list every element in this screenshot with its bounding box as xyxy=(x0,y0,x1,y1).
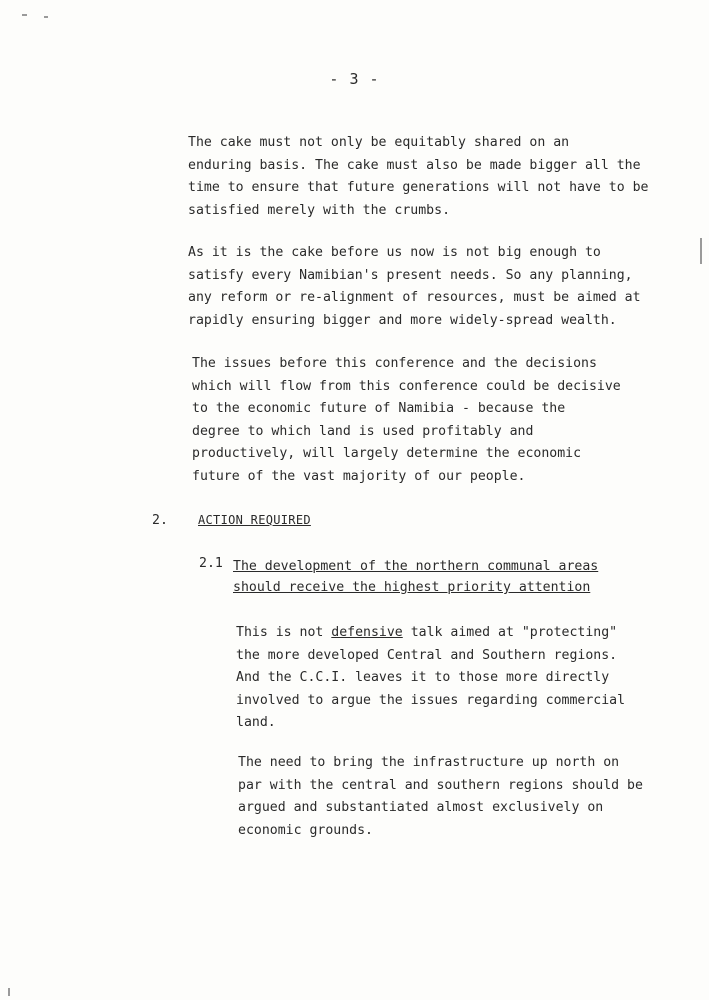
text-line: And the C.C.I. leaves it to those more directly xyxy=(236,670,610,686)
page-number: - 3 - xyxy=(329,70,380,88)
section-number: 2. xyxy=(152,513,168,528)
text-line: satisfy every Namibian's present needs. So any planning, xyxy=(188,267,633,283)
text-line: The cake must not only be equitably shared on an xyxy=(188,135,570,150)
scan-speck xyxy=(8,988,10,996)
paragraph-not-defensive xyxy=(236,622,625,735)
paragraph-conference-issues xyxy=(192,353,621,489)
subsection-heading xyxy=(233,556,598,598)
paragraph-cake-shared xyxy=(188,132,649,222)
text-line: As it is the cake before us now is not big enough to xyxy=(188,245,601,260)
text-line xyxy=(236,622,625,645)
text-line: satisfied merely with the crumbs. xyxy=(188,202,451,218)
subsection-number: 2.1 xyxy=(199,556,223,571)
text-line: future of the vast majority of our people. xyxy=(192,468,526,484)
scan-speck xyxy=(700,238,702,264)
paragraph-infrastructure xyxy=(238,752,643,842)
text-line: productively, will largely determine the economic xyxy=(192,446,582,462)
text-segment: This is not xyxy=(236,625,332,640)
text-line: argued and substantiated almost exclusively on xyxy=(238,800,604,816)
text-line: to the economic future of Namibia - because the xyxy=(192,401,566,417)
text-line: The issues before this conference and the decisions xyxy=(192,356,597,371)
text-line: land. xyxy=(236,715,276,731)
text-segment: talk aimed at "protecting" xyxy=(402,625,618,640)
heading-line: The development of the northern communal areas xyxy=(233,559,599,574)
text-line: economic grounds. xyxy=(238,822,373,838)
text-line: any reform or re-alignment of resources, must be aimed at xyxy=(188,290,641,306)
scan-speck xyxy=(44,16,48,18)
text-line: the more developed Central and Southern regions. xyxy=(236,647,618,663)
section-heading: ACTION REQUIRED xyxy=(198,513,311,527)
text-line: involved to argue the issues regarding commercial xyxy=(236,692,626,708)
scan-speck xyxy=(22,14,27,16)
text-line: enduring basis. The cake must also be made bigger all the xyxy=(188,157,641,173)
text-line: time to ensure that future generations will not have to be xyxy=(188,180,649,196)
text-line: par with the central and southern regions should be xyxy=(238,777,643,793)
paragraph-cake-size xyxy=(188,242,641,332)
text-line: degree to which land is used profitably and xyxy=(192,423,534,439)
text-line: The need to bring the infrastructure up north on xyxy=(238,755,620,770)
underlined-word: defensive xyxy=(331,625,403,640)
text-line: which will flow from this conference could be decisive xyxy=(192,378,621,394)
text-line: rapidly ensuring bigger and more widely-spread wealth. xyxy=(188,312,617,328)
heading-line: should receive the highest priority attention xyxy=(233,580,591,595)
